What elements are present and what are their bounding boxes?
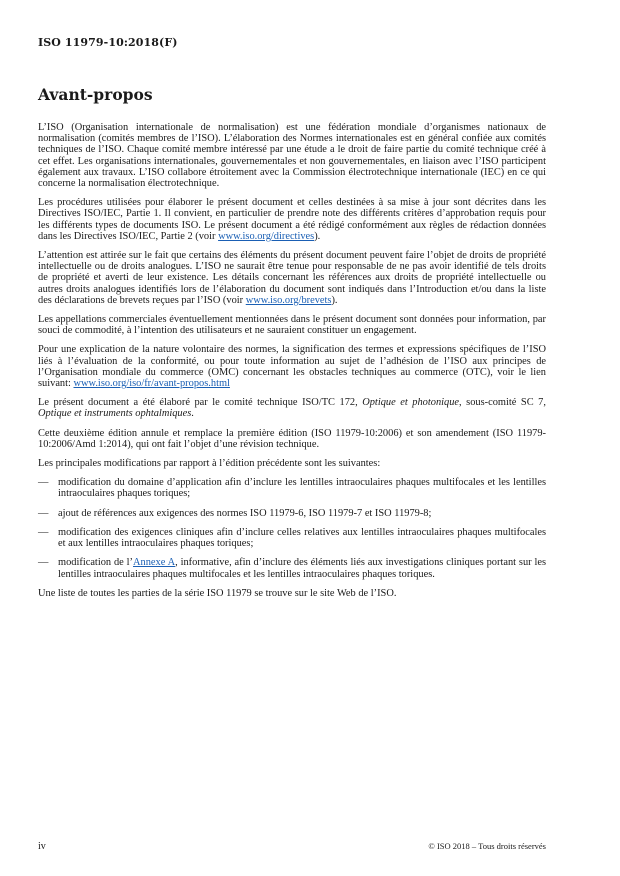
paragraph-voluntary-nature: [38, 344, 546, 389]
changes-list: [38, 477, 546, 579]
list-item-text: modification du domaine d’application afin d’inclure les lentilles intraoculaires phaques multifocales et les lentilles intraoculaires phaques toriques;: [58, 477, 546, 500]
paragraph-committee: [38, 397, 546, 419]
list-item-text-a: modification de l’: [58, 557, 133, 569]
patents-link[interactable]: www.iso.org/brevets: [245, 294, 332, 306]
list-dash: —: [38, 507, 49, 519]
annex-a-link[interactable]: Annexe A: [133, 557, 176, 569]
foreword-info-link[interactable]: www.iso.org/iso/fr/avant-propos.html: [73, 378, 230, 390]
paragraph-series-parts: Une liste de toutes les parties de la série ISO 11979 se trouve sur le site Web de l’ISO.: [38, 587, 397, 599]
committee-text-a: Le présent document a été élaboré par le comité technique ISO/TC 172,: [38, 397, 363, 409]
list-item: [38, 557, 546, 579]
list-item-text: [58, 557, 546, 579]
directives-link[interactable]: www.iso.org/directives: [218, 230, 315, 242]
paragraph-changes-intro: Les principales modifications par rapport à l’édition précédente sont les suivantes:: [38, 458, 381, 470]
list-dash: —: [38, 477, 49, 489]
committee-text-c: , sous-comité SC 7,: [459, 397, 546, 409]
paragraph-voluntary-nature-text: Pour une explication de la nature volontaire des normes, la signification des termes et expressions spécifiques de l’ISO liés à l’évaluation de la conformité, ou pour toute information au sujet de l’adhésion de l’ISO aux principes de l’Organisation mondiale du commerce (OMC) concernant les obstacles techniques au commerce (OTC), voir le lien suivant:: [38, 344, 546, 390]
list-item-text: ajout de références aux exigences des normes ISO 11979-6, ISO 11979-7 et ISO 11979-8;: [58, 507, 432, 519]
committee-name: Optique et photonique: [362, 397, 460, 409]
paragraph-procedures: [38, 197, 546, 242]
list-item-text-b: , informative, afin d’inclure des éléments liés aux investigations cliniques portant sur les lentilles intraoculaires phaques multifocales et les lentilles intraoculaires phaques toriques.: [58, 557, 547, 580]
paragraph-edition: Cette deuxième édition annule et remplace la première édition (ISO 11979-10:2006) et son amendement (ISO 11979-10:2006/Amd 1:2014), qui ont fait l’objet d’une révision technique.: [38, 427, 546, 450]
list-item: [38, 508, 546, 519]
list-item: [38, 477, 546, 499]
section-title: Avant-propos: [38, 85, 153, 104]
paragraph-iso-description: L’ISO (Organisation internationale de normalisation) est une fédération mondiale d’organismes nationaux de normalisation (comités membres de l’ISO). L’élaboration des Normes internationales est en général confiée aux comités techniques de l’ISO. Chaque comité membre intéressé par une étude a le droit de faire partie du comité technique créé à cet effet. Les organisations internationales, gouvernementales et non gouvernementales, en liaison avec l’ISO participent également aux travaux. L’ISO collabore étroitement avec la Commission électrotechnique internationale (IEC) en ce qui concerne la normalisation électrotechnique.: [38, 122, 546, 190]
document-identifier: ISO 11979-10:2018(F): [38, 36, 178, 49]
paragraph-procedures-end: ).: [314, 230, 321, 242]
paragraph-patents-end: ).: [331, 294, 338, 306]
paragraph-procedures-text: Les procédures utilisées pour élaborer le présent document et celles destinées à sa mise à jour sont décrites dans les Directives ISO/IEC, Partie 1. Il convient, en particulier de prendre note des différents critères d’approbation requis pour les différents types de documents ISO. Le présent document a été rédigé conformément aux règles de rédaction données dans les Directives ISO/IEC, Partie 2 (voir: [38, 197, 546, 242]
list-dash: —: [38, 557, 49, 569]
list-item: [38, 527, 546, 549]
committee-text-e: .: [191, 408, 194, 420]
page-number: iv: [38, 841, 46, 852]
paragraph-patents: [38, 250, 546, 306]
paragraph-trade-names: Les appellations commerciales éventuellement mentionnées dans le présent document sont données pour information, par souci de commodité, à l’intention des utilisateurs et ne sauraient constituer un engagement.: [38, 314, 546, 337]
list-item-text: modification des exigences cliniques afin d’inclure celles relatives aux lentilles intraoculaires phaques multifocales et aux lentilles intraoculaires phaques toriques;: [58, 526, 546, 550]
subcommittee-name: Optique et instruments ophtalmiques: [38, 408, 192, 420]
copyright-notice: © ISO 2018 – Tous droits réservés: [428, 841, 546, 851]
paragraph-patents-text: L’attention est attirée sur le fait que certains des éléments du présent document peuvent faire l’objet de droits de propriété intellectuelle ou de droits analogues. L’ISO ne saurait être tenue pour responsable de ne pas avoir identifié de tels droits de propriété et averti de leur existence. Les détails concernant les références aux droits de propriété intellectuelle ou autres droits analogues identifiés lors de l’élaboration du document sont indiqués dans l’Introduction et/ou dans la liste des déclarations de brevets reçues par l’ISO (voir: [38, 250, 546, 306]
foreword-body: [38, 122, 546, 607]
list-dash: —: [38, 526, 49, 538]
